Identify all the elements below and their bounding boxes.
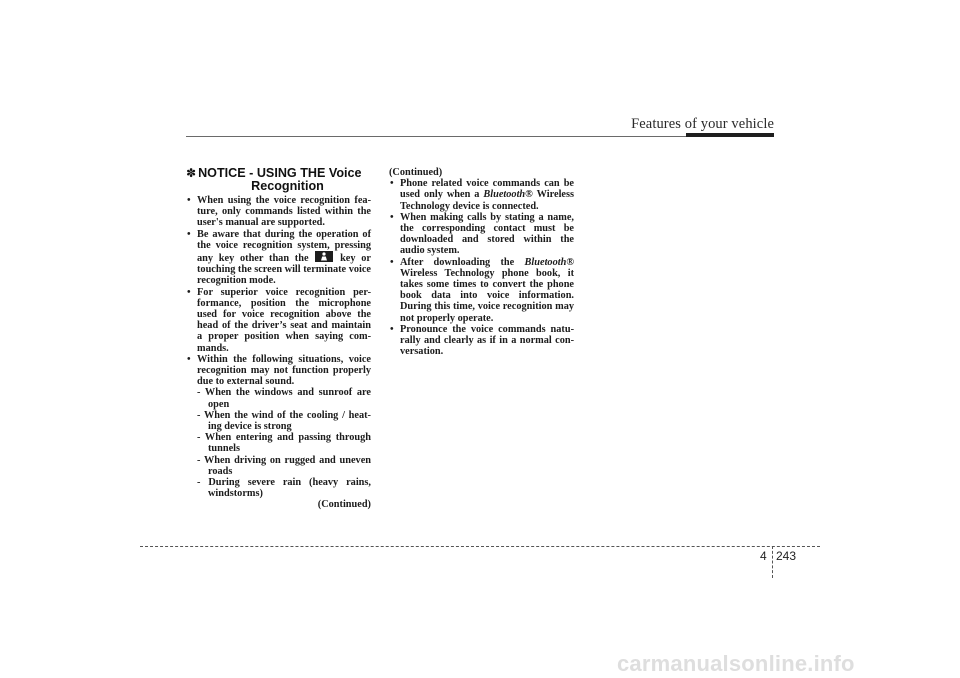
footer-rule bbox=[140, 546, 820, 547]
notice-title-line2: Recognition bbox=[251, 179, 324, 193]
continued-label: (Continued) bbox=[317, 499, 371, 511]
list-item-text: Phone related voice commands can be used only when a bbox=[400, 178, 574, 201]
situation-item: - When driving on rugged and uneven roads bbox=[197, 454, 371, 477]
situation-list bbox=[197, 387, 371, 499]
notice-mark-icon: ✽ bbox=[186, 166, 197, 180]
list-item-text: Wireless Technology device is connected. bbox=[400, 189, 575, 212]
left-column bbox=[186, 167, 371, 511]
header-rule bbox=[186, 136, 686, 137]
list-item: • Pronounce the voice commands natu-rally and clearly as if in a normal con-versation. bbox=[389, 324, 574, 358]
list-item: • When using the voice recognition fea-ture, only commands listed within the user's manual are supported. bbox=[186, 195, 371, 229]
situation-item: - When the wind of the cooling / heat-ing device is strong bbox=[197, 409, 371, 433]
list-item: • When making calls by stating a name, the corresponding contact must be downloaded and stored within the audio system. bbox=[389, 212, 574, 257]
brand-text: Bluetooth® bbox=[524, 256, 575, 268]
list-item bbox=[389, 178, 574, 212]
notice-bullet-list bbox=[389, 178, 574, 357]
list-item-text: After downloading the bbox=[400, 256, 515, 268]
situation-item: - When entering and passing through tunnels bbox=[197, 432, 371, 455]
list-item-text: Wireless Technology phone book, it takes some times to convert the phone book data into voice information. During this time, voice recognition may not properly operate. bbox=[400, 267, 574, 324]
header-rule-accent bbox=[686, 133, 774, 137]
notice-title-line1: NOTICE - USING THE Voice bbox=[198, 166, 362, 180]
list-item bbox=[186, 229, 371, 287]
list-item bbox=[389, 257, 574, 324]
situation-item: - During severe rain (heavy rains, windstorms) bbox=[197, 477, 371, 500]
list-item-text: Within the following situations, voice recognition may not function properly due to external sound. bbox=[197, 353, 371, 388]
list-item: • For superior voice recognition per-formance, position the microphone used for voice recognition above the head of the driver’s seat and maintain a proper position when saying com-mands. bbox=[186, 287, 371, 354]
situation-item: - When the windows and sunroof are open bbox=[197, 387, 371, 410]
page-number: 243 bbox=[776, 549, 797, 563]
section-title: Features of your vehicle bbox=[631, 116, 774, 132]
brand-text: Bluetooth® bbox=[483, 189, 533, 201]
list-item bbox=[186, 354, 371, 500]
right-column bbox=[389, 167, 574, 357]
notice-title bbox=[186, 167, 371, 193]
notice-bullet-list bbox=[186, 195, 371, 499]
continued-label: (Continued) bbox=[389, 167, 443, 178]
list-item-text: Be aware that during the operation of the voice recognition system, pressing any key other than the bbox=[197, 228, 371, 265]
chapter-number: 4 bbox=[760, 549, 767, 563]
footer-divider bbox=[772, 546, 773, 578]
list-item-text: key or touching the screen will terminate voice recognition mode. bbox=[197, 253, 371, 287]
talk-key-icon bbox=[315, 251, 333, 262]
watermark[interactable]: carmanualsonline.info bbox=[617, 651, 855, 676]
